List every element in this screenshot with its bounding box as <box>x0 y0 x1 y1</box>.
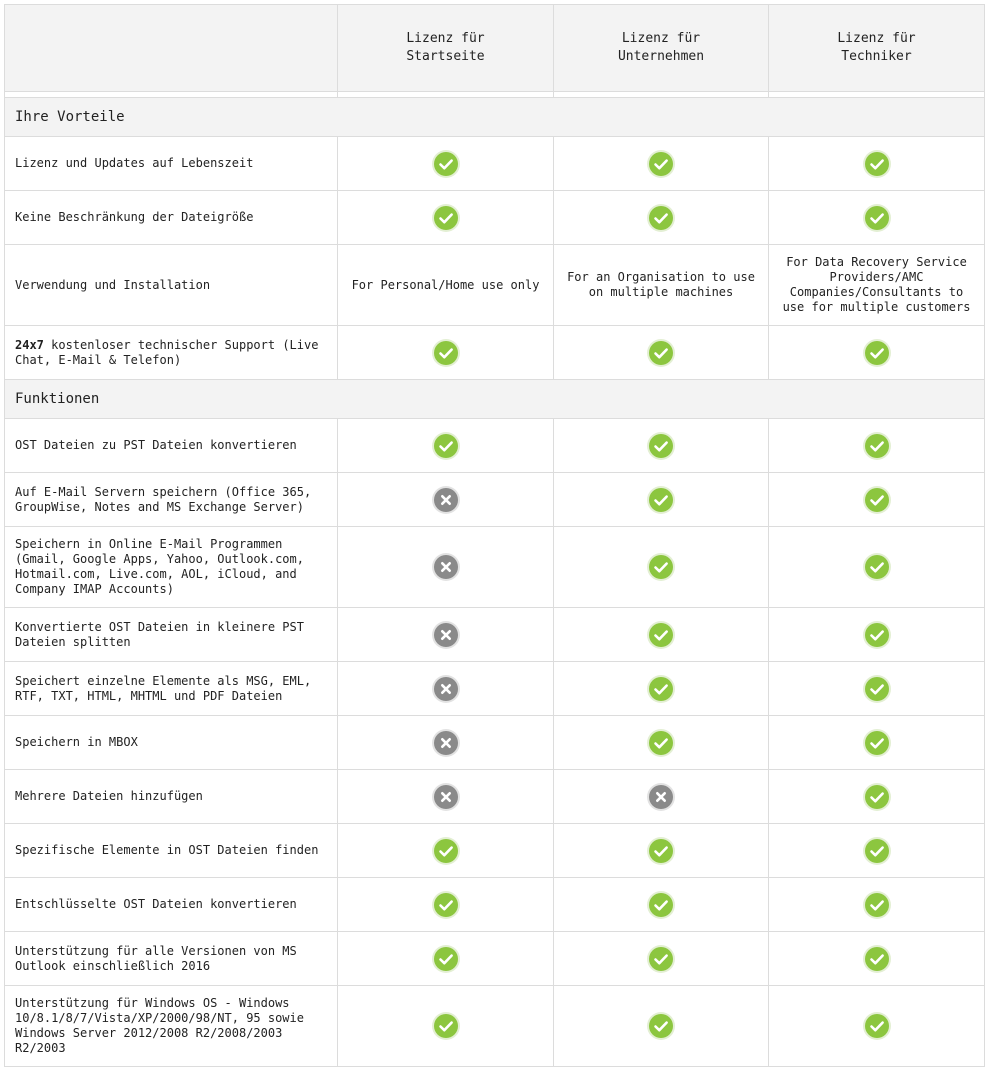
feature-label-text: OST Dateien zu PST Dateien konvertieren <box>15 438 297 452</box>
feature-label <box>5 662 338 716</box>
feature-row <box>5 608 985 662</box>
availability-cell <box>338 770 554 824</box>
header-empty-cell <box>5 5 338 92</box>
availability-cell <box>338 932 554 986</box>
availability-cell <box>769 932 985 986</box>
usage-text: For an Organisation to use on multiple machines <box>554 245 769 326</box>
check-circle-icon <box>865 206 889 230</box>
check-circle-icon <box>649 893 673 917</box>
check-circle-icon <box>865 785 889 809</box>
check-circle-icon <box>434 1014 458 1038</box>
feature-row <box>5 716 985 770</box>
availability-cell <box>769 662 985 716</box>
section-title: Funktionen <box>5 380 985 419</box>
header-line2: Unternehmen <box>617 49 705 64</box>
availability-cell <box>554 986 769 1067</box>
check-circle-icon <box>649 947 673 971</box>
availability-cell <box>338 608 554 662</box>
availability-cell <box>769 716 985 770</box>
cross-circle-icon <box>434 555 458 579</box>
availability-cell <box>769 473 985 527</box>
check-circle-icon <box>865 341 889 365</box>
section-title: Ihre Vorteile <box>5 98 985 137</box>
availability-cell <box>769 191 985 245</box>
check-circle-icon <box>865 1014 889 1038</box>
feature-label-text: kostenloser technischer Support (Live Chat, E-Mail & Telefon) <box>15 337 319 367</box>
cross-circle-icon <box>434 731 458 755</box>
cross-circle-icon <box>649 785 673 809</box>
header-line1: Lizenz für <box>621 31 701 46</box>
check-circle-icon <box>865 152 889 176</box>
feature-row <box>5 473 985 527</box>
feature-label-text: Konvertierte OST Dateien in kleinere PST Dateien splitten <box>15 619 304 649</box>
check-circle-icon <box>649 434 673 458</box>
availability-cell <box>338 419 554 473</box>
check-circle-icon <box>865 731 889 755</box>
feature-label-text: Mehrere Dateien hinzufügen <box>15 789 203 803</box>
feature-label-text: Auf E-Mail Servern speichern (Office 365, GroupWise, Notes and MS Exchange Server) <box>15 484 312 514</box>
availability-cell <box>338 137 554 191</box>
availability-cell <box>554 137 769 191</box>
check-circle-icon <box>649 731 673 755</box>
check-circle-icon <box>434 206 458 230</box>
availability-cell <box>338 527 554 608</box>
feature-row <box>5 662 985 716</box>
availability-cell <box>554 716 769 770</box>
feature-label <box>5 137 338 191</box>
feature-label-text: Spezifische Elemente in OST Dateien finden <box>15 843 319 857</box>
availability-cell <box>769 137 985 191</box>
header-line2: Techniker <box>841 49 912 64</box>
availability-cell <box>554 326 769 380</box>
availability-cell <box>554 932 769 986</box>
check-circle-icon <box>649 623 673 647</box>
availability-cell <box>554 662 769 716</box>
feature-label-text: Lizenz und Updates auf Lebenszeit <box>15 156 254 170</box>
table-body <box>5 98 985 1067</box>
availability-cell <box>338 662 554 716</box>
check-circle-icon <box>434 839 458 863</box>
availability-cell <box>769 608 985 662</box>
feature-label <box>5 191 338 245</box>
feature-row <box>5 824 985 878</box>
header-startseite <box>338 5 554 92</box>
feature-label-text: Verwendung und Installation <box>15 277 211 292</box>
section-header-row <box>5 98 985 137</box>
header-line1: Lizenz für <box>406 31 485 46</box>
availability-cell <box>338 878 554 932</box>
check-circle-icon <box>649 1014 673 1038</box>
check-circle-icon <box>649 677 673 701</box>
availability-cell <box>338 824 554 878</box>
availability-cell <box>554 608 769 662</box>
feature-label <box>5 419 338 473</box>
availability-cell <box>554 419 769 473</box>
feature-label <box>5 608 338 662</box>
header-line1: Lizenz für <box>837 31 916 46</box>
section-header-row <box>5 380 985 419</box>
cross-circle-icon <box>434 488 458 512</box>
feature-label-text: Speichert einzelne Elemente als MSG, EML, RTF, TXT, HTML, MHTML und PDF Dateien <box>15 673 312 703</box>
feature-label-text: Speichern in MBOX <box>15 735 138 749</box>
availability-cell <box>769 986 985 1067</box>
check-circle-icon <box>434 893 458 917</box>
check-circle-icon <box>434 152 458 176</box>
check-circle-icon <box>649 839 673 863</box>
check-circle-icon <box>649 206 673 230</box>
check-circle-icon <box>865 488 889 512</box>
feature-label <box>5 245 338 326</box>
check-circle-icon <box>434 341 458 365</box>
availability-cell <box>554 824 769 878</box>
check-circle-icon <box>865 677 889 701</box>
cross-circle-icon <box>434 623 458 647</box>
table-header-row <box>5 5 985 92</box>
feature-row <box>5 191 985 245</box>
feature-label <box>5 326 338 380</box>
check-circle-icon <box>865 893 889 917</box>
usage-text: For Personal/Home use only <box>338 245 554 326</box>
feature-label <box>5 716 338 770</box>
check-circle-icon <box>865 623 889 647</box>
check-circle-icon <box>649 488 673 512</box>
feature-row <box>5 986 985 1067</box>
availability-cell <box>554 878 769 932</box>
check-circle-icon <box>865 947 889 971</box>
availability-cell <box>769 770 985 824</box>
feature-row <box>5 245 985 326</box>
feature-label-text: Unterstützung für alle Versionen von MS Outlook einschließlich 2016 <box>15 943 297 973</box>
availability-cell <box>769 878 985 932</box>
feature-label <box>5 824 338 878</box>
cross-circle-icon <box>434 785 458 809</box>
feature-row <box>5 878 985 932</box>
availability-cell <box>554 770 769 824</box>
availability-cell <box>338 473 554 527</box>
header-line2: Startseite <box>406 49 485 64</box>
cross-circle-icon <box>434 677 458 701</box>
availability-cell <box>554 191 769 245</box>
availability-cell <box>338 326 554 380</box>
feature-label <box>5 986 338 1067</box>
check-circle-icon <box>434 434 458 458</box>
header-techniker <box>769 5 985 92</box>
availability-cell <box>769 527 985 608</box>
feature-label <box>5 878 338 932</box>
feature-row <box>5 770 985 824</box>
availability-cell <box>554 527 769 608</box>
usage-text: For Data Recovery Service Providers/AMC Companies/Consultants to use for multiple customers <box>769 245 985 326</box>
check-circle-icon <box>865 555 889 579</box>
check-circle-icon <box>649 555 673 579</box>
feature-label-text: Speichern in Online E-Mail Programmen (Gmail, Google Apps, Yahoo, Outlook.com, Hotmail.com, Live.com, AOL, iCloud, and Company IMAP Accounts) <box>15 537 304 596</box>
feature-row <box>5 326 985 380</box>
availability-cell <box>769 419 985 473</box>
availability-cell <box>338 986 554 1067</box>
availability-cell <box>769 824 985 878</box>
feature-label-text: Entschlüsselte OST Dateien konvertieren <box>15 897 297 911</box>
feature-label <box>5 473 338 527</box>
feature-label-bold: 24x7 <box>15 337 44 352</box>
feature-label <box>5 527 338 608</box>
check-circle-icon <box>865 434 889 458</box>
check-circle-icon <box>649 152 673 176</box>
feature-label <box>5 932 338 986</box>
availability-cell <box>338 716 554 770</box>
feature-label-text: Keine Beschränkung der Dateigröße <box>15 210 254 224</box>
feature-row <box>5 137 985 191</box>
feature-row <box>5 527 985 608</box>
feature-label-text: Unterstützung für Windows OS - Windows 10/8.1/8/7/Vista/XP/2000/98/NT, 95 sowie Windows Server 2012/2008 R2/2008/2003 R2/2003 <box>15 996 304 1055</box>
feature-label <box>5 770 338 824</box>
check-circle-icon <box>434 947 458 971</box>
availability-cell <box>338 191 554 245</box>
availability-cell <box>554 473 769 527</box>
header-unternehmen <box>554 5 769 92</box>
check-circle-icon <box>865 839 889 863</box>
check-circle-icon <box>649 341 673 365</box>
availability-cell <box>769 326 985 380</box>
license-comparison-table <box>4 4 985 1067</box>
feature-row <box>5 932 985 986</box>
feature-row <box>5 419 985 473</box>
